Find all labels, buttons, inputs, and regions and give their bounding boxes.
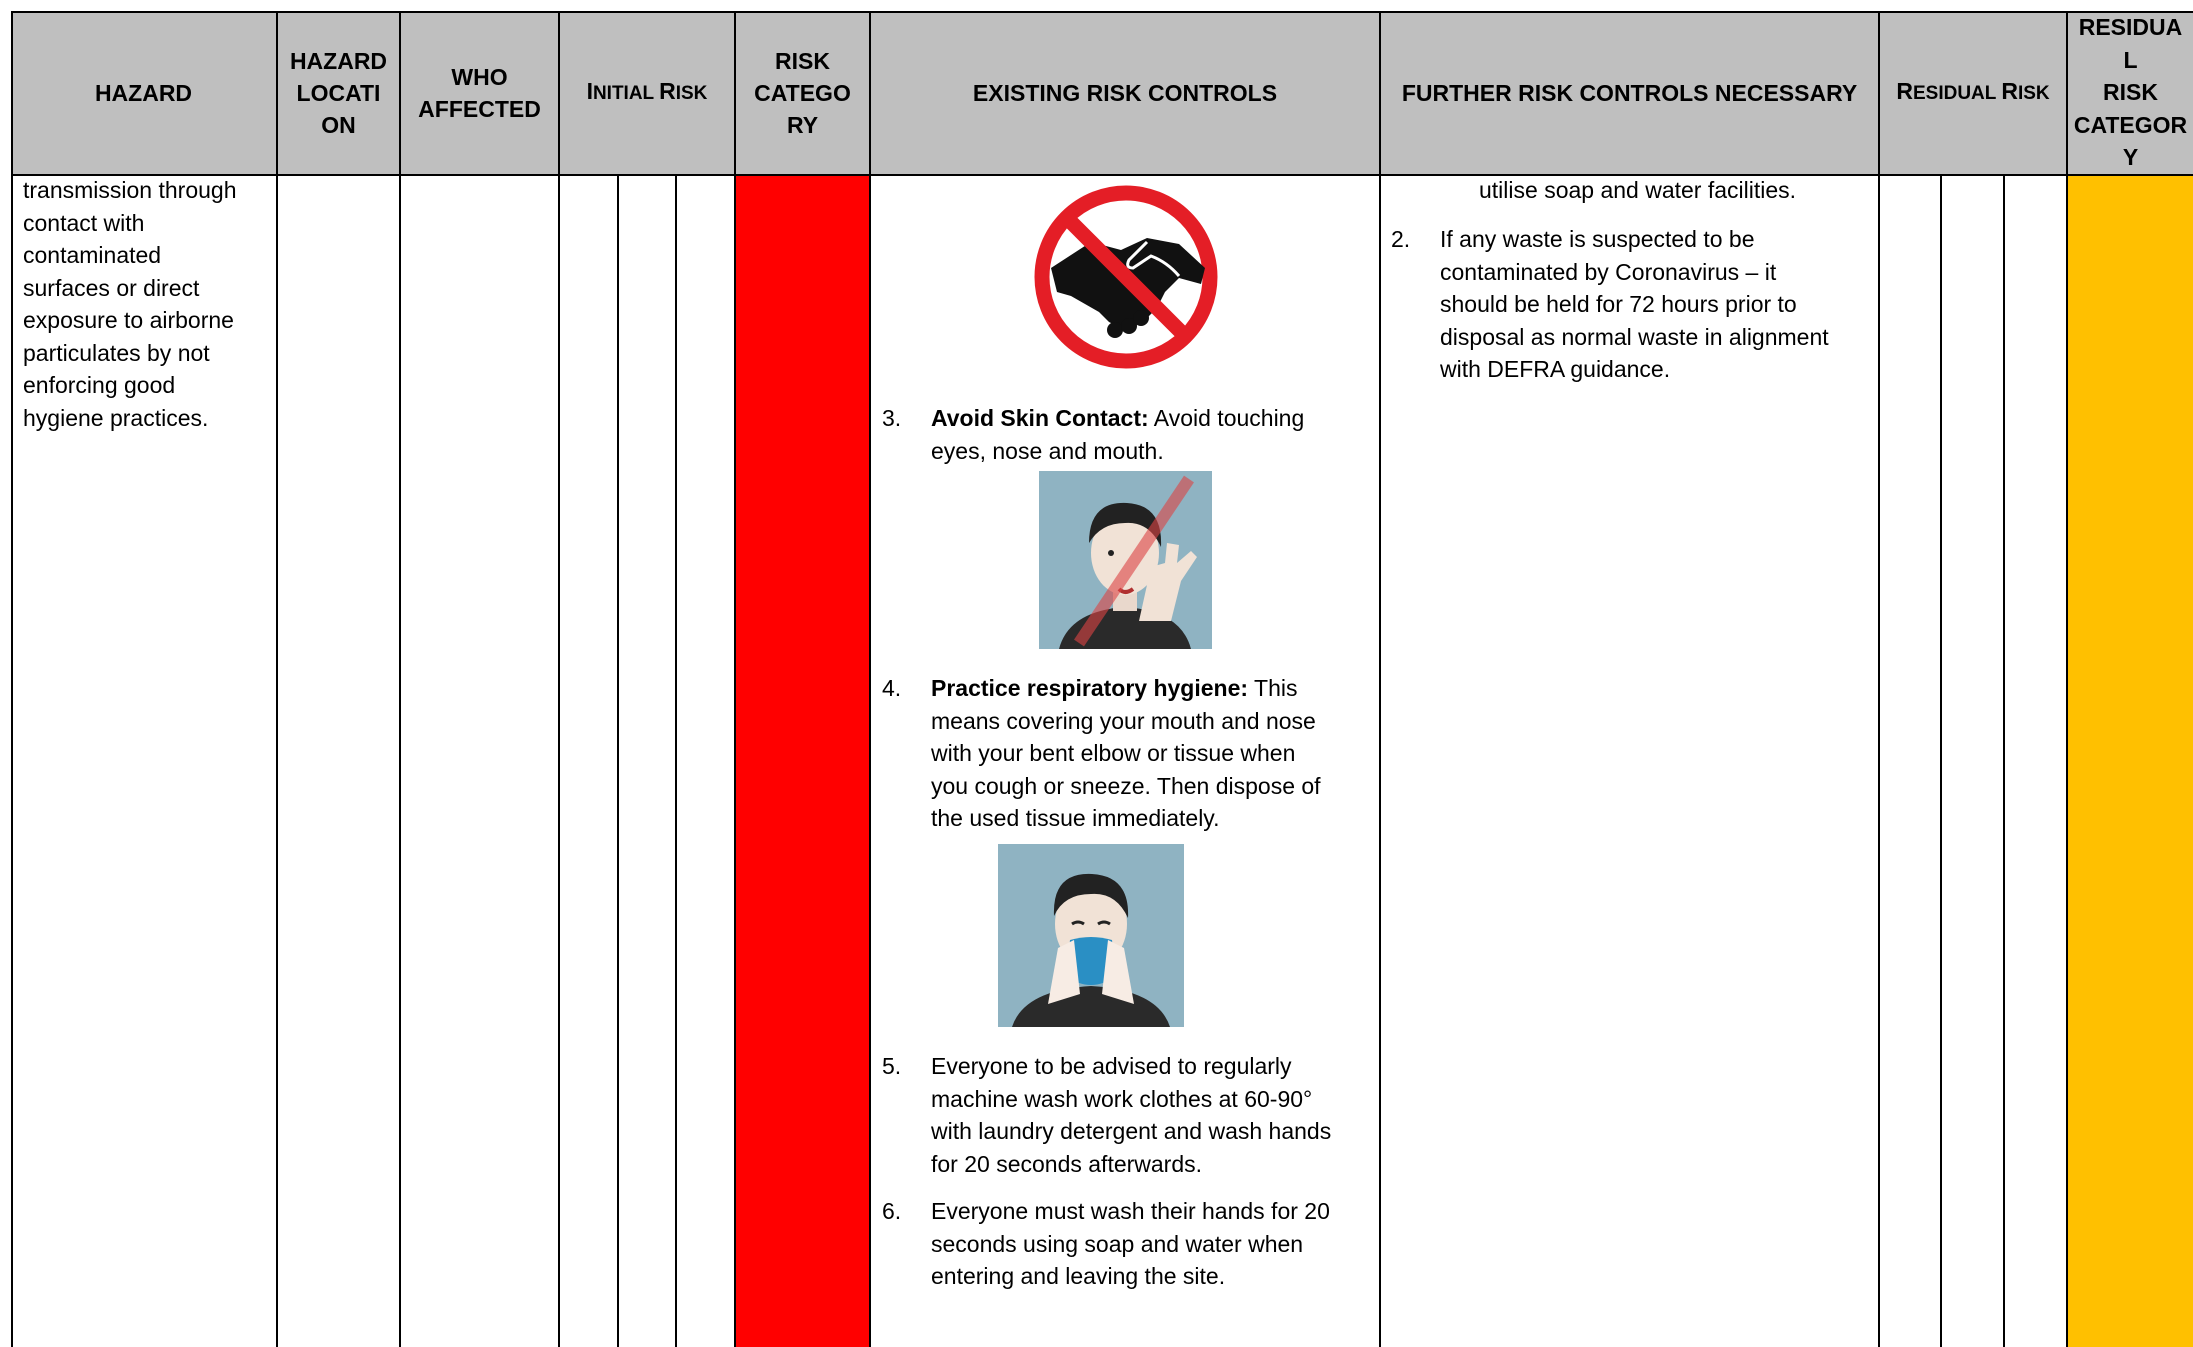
header-who-affected-line: WHO xyxy=(451,63,508,90)
control-item-4-line: you cough or sneeze. Then dispose of xyxy=(931,772,1321,799)
header-residual-risk-text: ESIDUAL xyxy=(1912,83,2002,104)
control-item-6-line: Everyone must wash their hands for 20 xyxy=(931,1198,1330,1224)
header-who-affected-line: AFFECTED xyxy=(418,95,541,122)
hazard-text-line: enforcing good xyxy=(23,372,176,398)
header-residual-risk-text: ISK xyxy=(2017,83,2050,104)
initial-risk-category-cell xyxy=(736,176,869,1347)
col-border xyxy=(617,176,619,1347)
header-existing-controls-label: EXISTING RISK CONTROLS xyxy=(972,79,1278,106)
hazard-text-line: hygiene practices. xyxy=(23,404,209,431)
header-hazard xyxy=(11,11,276,174)
control-item-3-line: Avoid touching xyxy=(1153,405,1305,431)
col-border xyxy=(2066,11,2068,1347)
header-further-controls xyxy=(1381,11,1878,174)
header-who-affected xyxy=(401,11,558,174)
header-initial-risk-text: I xyxy=(586,78,593,104)
col-border xyxy=(399,11,401,1347)
list-number: 5. xyxy=(882,1053,902,1079)
header-further-controls-label: FURTHER RISK CONTROLS NECESSARY xyxy=(1401,79,1858,106)
header-residual-risk xyxy=(1880,11,2066,174)
further-control-item-2-line: If any waste is suspected to be xyxy=(1440,226,1755,252)
header-hazard-label: HAZARD xyxy=(94,79,193,106)
header-risk-category-line: RY xyxy=(786,111,819,138)
header-initial-risk-text: R xyxy=(659,78,676,104)
col-border xyxy=(276,11,278,1347)
further-control-item-2-line: should be held for 72 hours prior to xyxy=(1440,291,1797,317)
col-border xyxy=(1940,176,1942,1347)
further-control-item-2-line: contaminated by Coronavirus – it xyxy=(1440,258,1777,285)
control-item-3-bold: Avoid Skin Contact: xyxy=(931,405,1149,431)
hazard-text-line: transmission through xyxy=(23,177,237,203)
table-top-border xyxy=(11,11,2193,13)
header-residual-category-line: Y xyxy=(2122,144,2139,171)
control-item-4-bold: Practice respiratory hygiene: xyxy=(931,675,1249,701)
header-risk-category-line: CATEGO xyxy=(754,79,851,106)
hazard-text-line: particulates by not xyxy=(23,339,210,366)
risk-assessment-table xyxy=(11,11,2193,1347)
further-control-item-2-line: disposal as normal waste in alignment xyxy=(1440,323,1829,350)
list-number: 2. xyxy=(1391,226,1411,252)
control-item-4-line: means covering your mouth and nose xyxy=(931,707,1316,734)
further-control-item-2-line: with DEFRA guidance. xyxy=(1440,356,1671,382)
control-item-5-line: machine wash work clothes at 60-90° xyxy=(931,1085,1313,1112)
residual-risk-category-cell xyxy=(2068,176,2193,1347)
header-bottom-border xyxy=(11,174,2193,176)
control-item-5-line: Everyone to be advised to regularly xyxy=(931,1053,1292,1079)
list-number: 3. xyxy=(882,405,902,431)
hazard-text-line: exposure to airborne xyxy=(23,307,234,333)
control-item-5-line: with laundry detergent and wash hands xyxy=(931,1118,1332,1144)
header-residual-category-line: CATEGOR xyxy=(2073,111,2188,138)
control-item-4-line: with your bent elbow or tissue when xyxy=(931,740,1296,766)
hazard-text-line: surfaces or direct xyxy=(23,274,200,301)
control-item-4-line: the used tissue immediately. xyxy=(931,805,1220,831)
header-hazard-location-line: HAZARD xyxy=(289,47,388,74)
col-border xyxy=(869,11,871,1347)
col-border xyxy=(1379,11,1381,1347)
header-residual-category xyxy=(2068,11,2193,174)
header-hazard-location xyxy=(278,11,399,174)
header-residual-category-line: L xyxy=(2123,46,2138,73)
face-touch-prohibited-illustration xyxy=(1039,471,1212,649)
further-controls-continued-line: utilise soap and water facilities. xyxy=(1479,177,1797,203)
header-initial-risk-text: NITIAL xyxy=(592,83,660,104)
col-border xyxy=(675,176,677,1347)
header-residual-category-line: RESIDUA xyxy=(2078,14,2183,41)
control-item-6-line: seconds using soap and water when xyxy=(931,1230,1304,1257)
hazard-text-line: contact with xyxy=(23,209,145,236)
header-hazard-location-line: ON xyxy=(321,111,356,138)
header-initial-risk xyxy=(560,11,734,174)
header-residual-risk-text: R xyxy=(2001,78,2018,104)
list-number: 4. xyxy=(882,675,902,701)
control-item-5-line: for 20 seconds afterwards. xyxy=(931,1150,1203,1177)
header-hazard-location-line: LOCATI xyxy=(296,79,381,106)
header-residual-category-line: RISK xyxy=(2103,79,2158,106)
header-risk-category xyxy=(736,11,869,174)
header-existing-controls xyxy=(871,11,1379,174)
header-initial-risk-text: ISK xyxy=(675,83,708,104)
no-handshake-icon xyxy=(1029,180,1223,374)
control-item-6-line: entering and leaving the site. xyxy=(931,1263,1226,1289)
header-risk-category-line: RISK xyxy=(775,47,830,74)
control-item-4-line: This xyxy=(1254,675,1298,701)
cough-into-tissue-illustration xyxy=(998,844,1184,1027)
col-border xyxy=(11,11,13,1347)
hazard-text xyxy=(23,174,237,434)
col-border xyxy=(558,11,560,1347)
col-border xyxy=(734,11,736,1347)
hazard-text-line: contaminated xyxy=(23,242,162,268)
col-border xyxy=(1878,11,1880,1347)
col-border xyxy=(2003,176,2005,1347)
list-number: 6. xyxy=(882,1198,902,1224)
header-residual-risk-text: R xyxy=(1896,78,1913,104)
control-item-3-line: eyes, nose and mouth. xyxy=(931,437,1164,464)
